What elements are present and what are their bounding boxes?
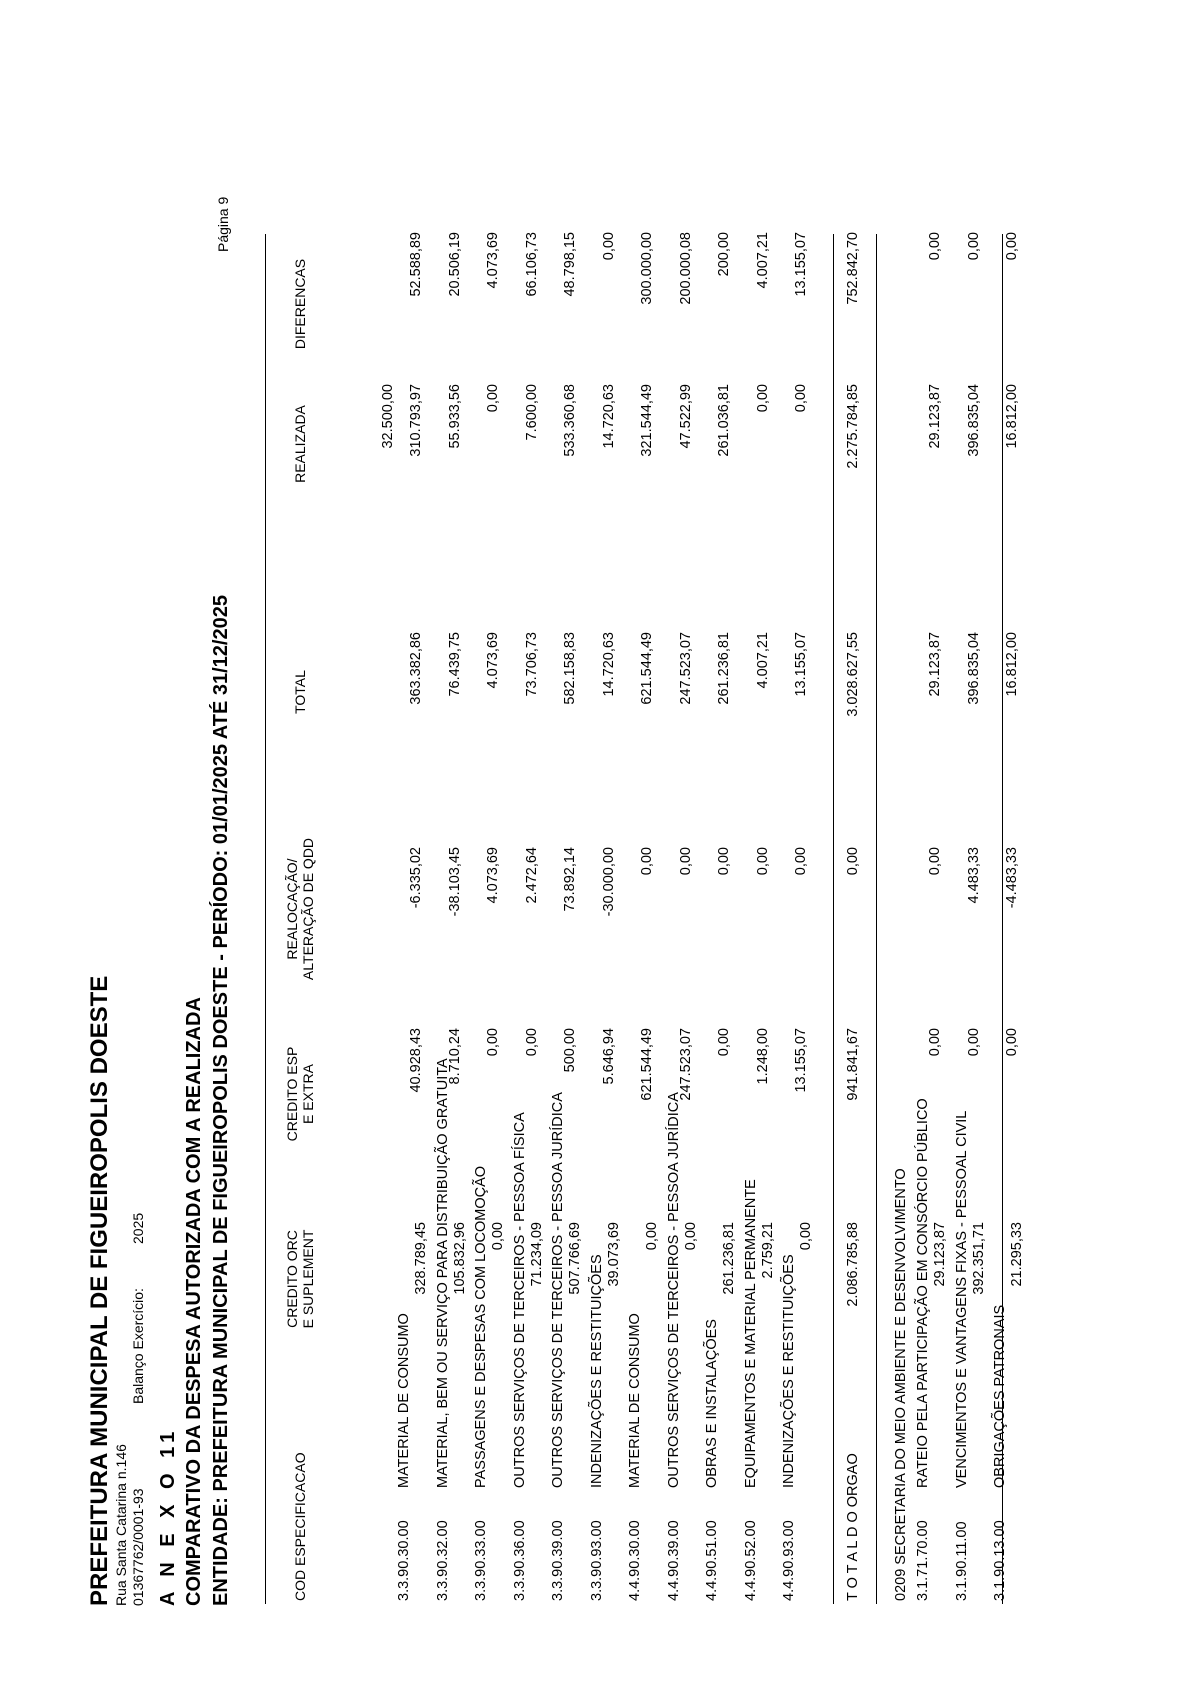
col-total: TOTAL bbox=[292, 670, 308, 714]
diferencas-value: 20.506,19 bbox=[446, 232, 463, 297]
realocacao-value: 2.472,64 bbox=[523, 847, 540, 904]
realizada-value: 47.522,99 bbox=[677, 384, 694, 449]
total-value: 4.073,69 bbox=[485, 632, 501, 689]
anexo-label: A N E X O 11 bbox=[157, 1426, 179, 1606]
diferencas-value: 300.000,00 bbox=[639, 232, 655, 305]
credito-esp-value: 40.928,43 bbox=[408, 1028, 424, 1093]
col-realocacao-line2: ALTERAÇÃO DE QDD bbox=[300, 837, 316, 981]
total-value: 76.439,75 bbox=[446, 632, 463, 697]
total-value: 582.158,83 bbox=[562, 632, 578, 705]
cod: 3.1.90.13.00 bbox=[992, 1520, 1008, 1601]
report-title: COMPARATIVO DA DESPESA AUTORIZADA COM A REALIZADA bbox=[183, 997, 205, 1606]
especificacao: EQUIPAMENTOS E MATERIAL PERMANENTE bbox=[742, 1179, 759, 1488]
diferencas-value: 13.155,07 bbox=[793, 232, 809, 297]
credito-esp-value: 0,00 bbox=[523, 1028, 540, 1057]
realizada-carry: 32.500,00 bbox=[380, 384, 396, 449]
especificacao: OUTROS SERVIÇOS DE TERCEIROS - PESSOA JURÍDICA bbox=[665, 1092, 682, 1488]
col-credito-esp bbox=[284, 1034, 316, 1154]
cod: 3.3.90.33.00 bbox=[473, 1520, 489, 1601]
realizada-value: 14.720,63 bbox=[600, 384, 617, 449]
credito-esp-value: 1.248,00 bbox=[754, 1028, 771, 1085]
realizada-value: 396.835,04 bbox=[965, 384, 982, 457]
realocacao-value: 73.892,14 bbox=[562, 847, 578, 912]
realocacao-value: -38.103,45 bbox=[446, 847, 463, 917]
credito-orc-value: 21.295,33 bbox=[1009, 1222, 1025, 1287]
total-rule bbox=[833, 234, 834, 1604]
realizada-value: 261.036,81 bbox=[716, 384, 732, 457]
cod: 3.3.90.32.00 bbox=[434, 1520, 451, 1601]
diferencas-value: 4.007,21 bbox=[754, 232, 771, 289]
realocacao-value: -6.335,02 bbox=[408, 847, 424, 909]
cod: 3.1.90.11.00 bbox=[953, 1521, 970, 1601]
credito-esp-value: 0,00 bbox=[716, 1028, 732, 1057]
credito-orc-value: 29.123,87 bbox=[932, 1222, 948, 1287]
total-value: 73.706,73 bbox=[523, 632, 540, 697]
realocacao-value: 0,00 bbox=[677, 847, 694, 876]
top-rule bbox=[265, 234, 266, 1604]
cod: 4.4.90.30.00 bbox=[627, 1520, 643, 1601]
total-value: 29.123,87 bbox=[927, 632, 943, 697]
realocacao-value: 0,00 bbox=[716, 847, 732, 876]
total-value: 247.523,07 bbox=[677, 632, 694, 705]
exercicio-label: Balanço Exercício: bbox=[130, 1288, 146, 1404]
realizada-value: 310.793,97 bbox=[408, 384, 424, 457]
credito-orc-value: 0,00 bbox=[682, 1222, 699, 1251]
credito-esp-value: 8.710,24 bbox=[446, 1028, 463, 1085]
credito-orc-value: 71.234,09 bbox=[528, 1222, 545, 1287]
credito-esp-value: 0,00 bbox=[927, 1028, 943, 1057]
section-rule bbox=[876, 234, 877, 1604]
realizada-value: 7.600,00 bbox=[523, 384, 540, 441]
diferencas-value: 4.073,69 bbox=[485, 232, 501, 289]
total-value: 4.007,21 bbox=[754, 632, 771, 689]
total-orgao-realoc: 0,00 bbox=[845, 847, 861, 876]
realizada-value: 0,00 bbox=[754, 384, 771, 413]
col-realocacao bbox=[284, 834, 316, 984]
cod: 4.4.90.93.00 bbox=[781, 1520, 797, 1601]
credito-esp-value: 5.646,94 bbox=[600, 1028, 617, 1085]
especificacao: MATERIAL DE CONSUMO bbox=[627, 1313, 643, 1488]
col-diferencas: DIFERENCAS bbox=[292, 258, 308, 350]
total-orgao-label: T O T A L D O ORGAO bbox=[845, 1453, 861, 1601]
cod: 4.4.90.51.00 bbox=[704, 1520, 720, 1601]
total-orgao-realizada: 2.275.784,85 bbox=[845, 384, 861, 469]
credito-orc-value: 0,00 bbox=[798, 1222, 814, 1251]
realocacao-value: 0,00 bbox=[639, 847, 655, 876]
realocacao-value: 0,00 bbox=[927, 847, 943, 876]
diferencas-value: 200.000,08 bbox=[677, 232, 694, 305]
credito-esp-value: 0,00 bbox=[965, 1028, 982, 1057]
diferencas-value: 66.106,73 bbox=[523, 232, 540, 297]
realizada-value: 0,00 bbox=[485, 384, 501, 413]
realizada-value: 0,00 bbox=[793, 384, 809, 413]
col-credito-esp-line2: E EXTRA bbox=[300, 1064, 316, 1124]
especificacao: INDENIZAÇÕES E RESTITUIÇÕES bbox=[781, 1254, 797, 1488]
total-orgao-orc: 2.086.785,88 bbox=[845, 1222, 861, 1307]
cod: 3.3.90.30.00 bbox=[396, 1520, 412, 1601]
realocacao-value: 0,00 bbox=[754, 847, 771, 876]
section-title: 0209 SECRETARIA DO MEIO AMBIENTE E DESENVOLVIMENTO bbox=[893, 1168, 909, 1601]
especificacao: VENCIMENTOS E VANTAGENS FIXAS - PESSOAL CIVIL bbox=[953, 1110, 970, 1488]
diferencas-value: 0,00 bbox=[600, 232, 617, 261]
total-value: 363.382,86 bbox=[408, 632, 424, 705]
address: Rua Santa Catarina n.146 bbox=[113, 1444, 129, 1606]
credito-esp-value: 0,00 bbox=[485, 1028, 501, 1057]
cod: 4.4.90.39.00 bbox=[665, 1520, 682, 1601]
especificacao: OBRAS E INSTALAÇÕES bbox=[704, 1319, 720, 1488]
realocacao-value: -4.483,33 bbox=[1004, 847, 1020, 909]
especificacao: PASSAGENS E DESPESAS COM LOCOMOÇÃO bbox=[473, 1165, 489, 1488]
total-value: 621.544,49 bbox=[639, 632, 655, 705]
credito-orc-value: 392.351,71 bbox=[970, 1222, 987, 1295]
diferencas-value: 200,00 bbox=[716, 232, 732, 277]
realizada-value: 321.544,49 bbox=[639, 384, 655, 457]
realizada-value: 29.123,87 bbox=[927, 384, 943, 449]
total-orgao-extra: 941.841,67 bbox=[845, 1028, 861, 1101]
total-orgao-total: 3.028.627,55 bbox=[845, 632, 861, 717]
credito-esp-value: 621.544,49 bbox=[639, 1028, 655, 1101]
total-value: 14.720,63 bbox=[600, 632, 617, 697]
realocacao-value: -30.000,00 bbox=[600, 847, 617, 917]
diferencas-value: 52.588,89 bbox=[408, 232, 424, 297]
realizada-value: 533.360,68 bbox=[562, 384, 578, 457]
realocacao-value: 0,00 bbox=[793, 847, 809, 876]
credito-esp-value: 247.523,07 bbox=[677, 1028, 694, 1101]
org-title: PREFEITURA MUNICIPAL DE FIGUEIROPOLIS DOESTE bbox=[86, 975, 113, 1606]
cod: 3.3.90.93.00 bbox=[588, 1520, 605, 1601]
col-credito-orc bbox=[284, 1219, 316, 1339]
credito-orc-value: 261.236,81 bbox=[721, 1222, 737, 1295]
cod: 4.4.90.52.00 bbox=[742, 1520, 759, 1601]
total-value: 396.835,04 bbox=[965, 632, 982, 705]
realocacao-value: 4.073,69 bbox=[485, 847, 501, 904]
col-cod-especificacao: COD ESPECIFICACAO bbox=[292, 1452, 308, 1601]
exercicio-year: 2025 bbox=[130, 1212, 146, 1244]
col-realocacao-line1: REALOCAÇÃO/ bbox=[284, 858, 300, 960]
credito-esp-value: 500,00 bbox=[562, 1028, 578, 1073]
col-credito-esp-line1: CREDITO ESP bbox=[284, 1046, 300, 1142]
especificacao: OUTROS SERVIÇOS DE TERCEIROS - PESSOA FÍSICA bbox=[511, 1112, 528, 1488]
total-value: 16.812,00 bbox=[1004, 632, 1020, 697]
credito-esp-value: 0,00 bbox=[1004, 1028, 1020, 1057]
page-number: Página 9 bbox=[215, 196, 231, 252]
especificacao: MATERIAL, BEM OU SERVIÇO PARA DISTRIBUIÇÃO GRATUITA bbox=[434, 1058, 451, 1488]
diferencas-value: 0,00 bbox=[965, 232, 982, 261]
diferencas-value: 0,00 bbox=[1004, 232, 1020, 261]
cod: 3.3.90.36.00 bbox=[511, 1520, 528, 1601]
total-value: 13.155,07 bbox=[793, 632, 809, 697]
cod: 3.3.90.39.00 bbox=[550, 1520, 566, 1601]
total-orgao-dif: 752.842,70 bbox=[845, 232, 861, 305]
especificacao: INDENIZAÇÕES E RESTITUIÇÕES bbox=[588, 1254, 605, 1488]
entidade-line: ENTIDADE: PREFEITURA MUNICIPAL DE FIGUEIROPOLIS DOESTE - PERÍODO: 01/01/2025 ATÉ 31/12/2025 bbox=[210, 595, 232, 1606]
col-credito-orc-line1: CREDITO ORC bbox=[284, 1230, 300, 1328]
credito-orc-value: 105.832,96 bbox=[451, 1222, 468, 1295]
credito-orc-value: 39.073,69 bbox=[605, 1222, 622, 1287]
especificacao: OUTROS SERVIÇOS DE TERCEIROS - PESSOA JURÍDICA bbox=[550, 1092, 566, 1488]
realizada-value: 16.812,00 bbox=[1004, 384, 1020, 449]
col-realizada: REALIZADA bbox=[292, 405, 308, 483]
realizada-value: 55.933,56 bbox=[446, 384, 463, 449]
cnpj: 01367762/0001-93 bbox=[130, 1488, 146, 1606]
especificacao: OBRIGAÇÕES PATRONAIS bbox=[992, 1304, 1008, 1488]
credito-esp-value: 13.155,07 bbox=[793, 1028, 809, 1093]
realocacao-value: 4.483,33 bbox=[965, 847, 982, 904]
especificacao: RATEIO PELA PARTICIPAÇÃO EM CONSÓRCIO PÚBLICO bbox=[915, 1098, 931, 1488]
diferencas-value: 48.798,15 bbox=[562, 232, 578, 297]
bottom-rule bbox=[1002, 234, 1003, 1604]
especificacao: MATERIAL DE CONSUMO bbox=[396, 1313, 412, 1488]
credito-orc-value: 328.789,45 bbox=[413, 1222, 429, 1295]
col-credito-orc-line2: E SUPLEMENT bbox=[300, 1229, 316, 1329]
diferencas-value: 0,00 bbox=[927, 232, 943, 261]
credito-orc-value: 0,00 bbox=[644, 1222, 660, 1251]
cod: 3.1.71.70.00 bbox=[915, 1520, 931, 1601]
credito-orc-value: 0,00 bbox=[490, 1222, 506, 1251]
credito-orc-value: 507.766,69 bbox=[567, 1222, 583, 1295]
credito-orc-value: 2.759,21 bbox=[759, 1222, 776, 1279]
total-value: 261.236,81 bbox=[716, 632, 732, 705]
